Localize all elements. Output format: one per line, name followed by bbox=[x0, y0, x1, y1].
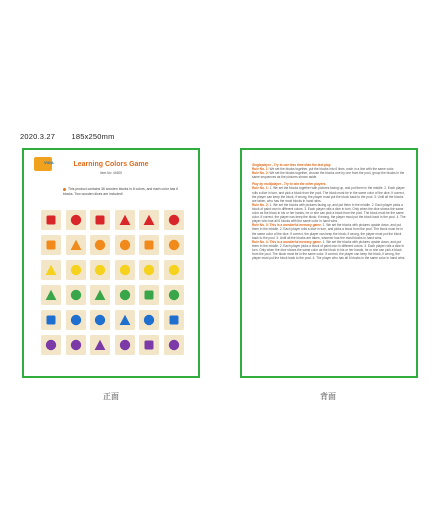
sun-icon bbox=[168, 264, 180, 276]
fish-icon bbox=[70, 314, 82, 326]
block-tile bbox=[164, 285, 184, 305]
rule-text: 1. We set the blocks with pictures facing up, and put them in the middle. 2. Each player picks a block of paint own in different colors. 3. Each player rolls a dice in turn. Only when the dice shows the same color as the block in his or her hands, he or she can pick a block from the pool. The block must be the same color. If correct, the player can keep the block; if wrong, the player must put the block back in the pool. 4. The player who has all 6 blocks with the same color in hand wins. bbox=[252, 202, 406, 224]
block-tile bbox=[164, 310, 184, 330]
fig-icon bbox=[119, 339, 131, 351]
block-tile bbox=[90, 285, 110, 305]
police-hat-icon bbox=[119, 314, 131, 326]
car-icon bbox=[94, 214, 106, 226]
bottle-icon bbox=[143, 339, 155, 351]
rule-label: Rule No. 2: bbox=[252, 171, 270, 176]
block-tile bbox=[139, 260, 159, 280]
purple-grapes-icon bbox=[70, 339, 82, 351]
logo-text: VIGA bbox=[44, 160, 54, 165]
block-tile bbox=[164, 335, 184, 355]
block-tile bbox=[90, 210, 110, 230]
bullet-icon bbox=[63, 188, 66, 191]
block-tile bbox=[139, 285, 159, 305]
eggplant-icon bbox=[45, 339, 57, 351]
butterfly-icon bbox=[94, 339, 106, 351]
block-tile bbox=[90, 335, 110, 355]
block-tile bbox=[66, 235, 86, 255]
block-tile bbox=[164, 235, 184, 255]
block-tile bbox=[41, 310, 61, 330]
block-tile bbox=[41, 235, 61, 255]
grapes-icon bbox=[119, 289, 131, 301]
apple-icon bbox=[70, 214, 82, 226]
section-heading: Play by multiplayer - Try to win the other players. bbox=[252, 182, 327, 187]
rule-paragraph bbox=[252, 223, 408, 239]
block-tile bbox=[115, 260, 135, 280]
banana-icon bbox=[45, 264, 57, 276]
rule-paragraph bbox=[252, 203, 408, 223]
block-tile bbox=[90, 235, 110, 255]
block-tile bbox=[139, 235, 159, 255]
block-tile bbox=[115, 335, 135, 355]
block-tile bbox=[164, 260, 184, 280]
block-tile bbox=[90, 260, 110, 280]
description-text: This product contains 36 wooden blocks in 6 colors, and each color has 6 blocks. Two wooden dices are included! bbox=[63, 187, 179, 196]
product-description bbox=[63, 187, 183, 196]
block-tile bbox=[115, 210, 135, 230]
block-tile bbox=[90, 310, 110, 330]
block-tile bbox=[66, 260, 86, 280]
block-tile bbox=[115, 310, 135, 330]
tree-icon bbox=[94, 289, 106, 301]
watermelon-icon bbox=[168, 289, 180, 301]
rule-label: Rule No. 3: This is a wonderful memory game. bbox=[252, 223, 323, 228]
pear-icon bbox=[70, 264, 82, 276]
strawberry-icon bbox=[168, 214, 180, 226]
block-tile bbox=[41, 335, 61, 355]
rule-paragraph bbox=[252, 186, 408, 202]
rule-text: We set the blocks together, put the blocks into 6 lines, each in a line with the same color. bbox=[269, 167, 395, 172]
block-tile bbox=[41, 260, 61, 280]
orange-icon bbox=[119, 239, 131, 251]
leaf-icon bbox=[45, 289, 57, 301]
hat-icon bbox=[119, 214, 131, 226]
section-heading: Singleplayer - Try to use less time than the last play. bbox=[252, 163, 332, 167]
block-tile bbox=[139, 210, 159, 230]
rule-label: Rule No. 4: This is a wonderful memory game. bbox=[252, 239, 323, 244]
rule-text: 1. We set the blocks together with pictures facing up, and put them in the middle. 2. Each player rolls a dice in turn, and pick a block from the pool. The block must be in the same color of the dice. If correct, the player can keep the block, if wrong, the player must put the block back to the pool. 3. Until all the blocks are taken, who has the most blocks in hand wins. bbox=[252, 186, 405, 203]
block-tile bbox=[139, 335, 159, 355]
chick-icon bbox=[119, 264, 131, 276]
block-tile bbox=[164, 210, 184, 230]
juice-icon bbox=[45, 239, 57, 251]
rule-text: 1. We set the blocks with pictures upside down, and put them in the middle. 2. Each player picks a block of paint own in different colors. 3. Each player rolls a dice in turn. Only when the dice shows the same color as the block in his or her hands, he or she can pick a block from the pool. The block must be in the same color. If correct, the player can keep the block, if wrong, the player must put the block back to the pool. 4. The player who has all 6 blocks in the same color in hand wins. bbox=[252, 239, 406, 261]
rule-paragraph bbox=[252, 240, 408, 260]
rule-label: Rule No. 1: bbox=[252, 186, 270, 191]
rule-label: Rule No. 2: bbox=[252, 202, 270, 207]
rule-paragraph bbox=[252, 171, 408, 179]
product-title: Learning Colors Game bbox=[73, 161, 149, 168]
block-grid bbox=[41, 210, 185, 355]
back-panel bbox=[240, 148, 418, 378]
life-vest-icon bbox=[143, 239, 155, 251]
block-tile bbox=[66, 335, 86, 355]
block-tile bbox=[41, 210, 61, 230]
block-tile bbox=[66, 210, 86, 230]
front-panel bbox=[22, 148, 200, 378]
back-caption: 背面 bbox=[320, 392, 336, 401]
block-tile bbox=[41, 285, 61, 305]
book-icon bbox=[45, 214, 57, 226]
block-tile bbox=[115, 235, 135, 255]
block-tile bbox=[139, 310, 159, 330]
rule-label: Rule No. 1: bbox=[252, 167, 270, 172]
rule-text: We set the blocks together, choose the blocks one by one from the pool, group the blocks in the same sequences as the pictures shown aside. bbox=[252, 171, 405, 180]
rule-text: 1. We set the blocks with pictures upside down, and put them in the middle. 2. Each player rolls a dice in turn, and picks a block from the pool. The block must be in the same color of the dice. If correct, the player can keep the block; if wrong, the player must put the block back to the pool. 3. Until all the blocks are taken, whoever has the most blocks in hand wins. bbox=[252, 223, 403, 240]
watermelon-slice-icon bbox=[143, 214, 155, 226]
bird-icon bbox=[94, 314, 106, 326]
block-tile bbox=[66, 285, 86, 305]
frog-icon bbox=[70, 289, 82, 301]
front-caption: 正面 bbox=[103, 392, 119, 401]
pepper-icon bbox=[143, 289, 155, 301]
item-number: Item No: 44505 bbox=[100, 171, 122, 175]
print-meta bbox=[20, 132, 129, 141]
plum-icon bbox=[168, 339, 180, 351]
basketball-icon bbox=[94, 239, 106, 251]
whale-icon bbox=[143, 314, 155, 326]
blue-car-icon bbox=[168, 314, 180, 326]
rules-text bbox=[252, 160, 408, 260]
print-date: 2020.3.27 bbox=[20, 132, 56, 141]
goldfish-icon bbox=[168, 239, 180, 251]
block-tile bbox=[115, 285, 135, 305]
print-size: 185x250mm bbox=[71, 132, 115, 141]
bucket-icon bbox=[45, 314, 57, 326]
duck-icon bbox=[94, 264, 106, 276]
carrot-icon bbox=[70, 239, 82, 251]
lemon-icon bbox=[143, 264, 155, 276]
block-tile bbox=[66, 310, 86, 330]
